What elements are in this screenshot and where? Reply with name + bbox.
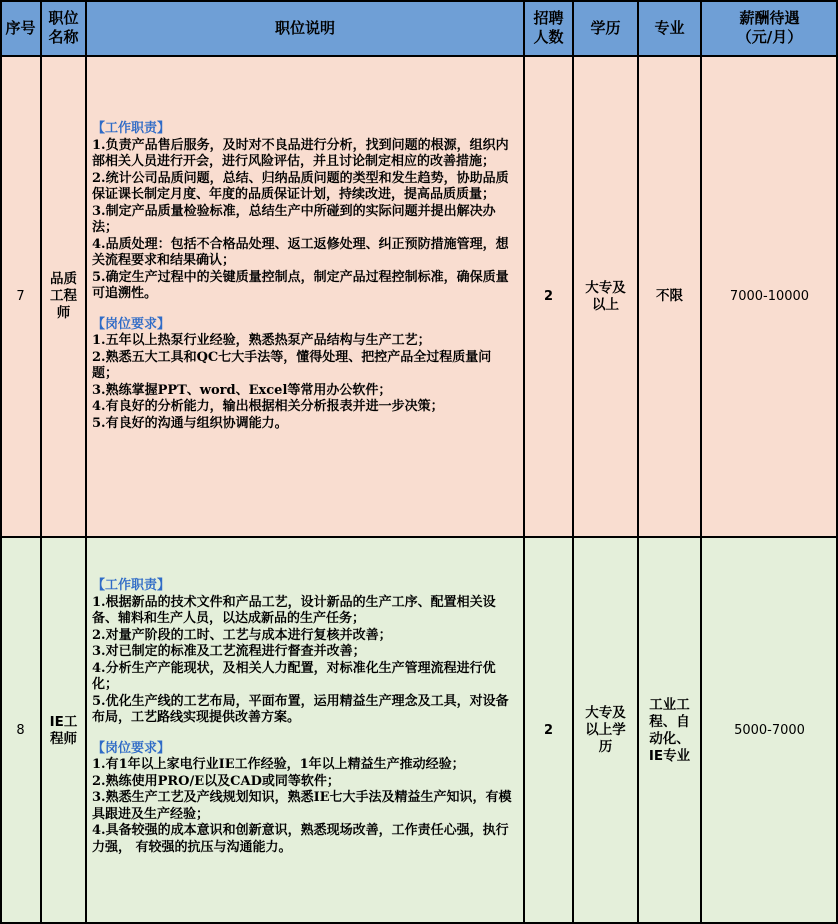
list-item: 3.熟悉生产工艺及产线规划知识，熟悉IE七大手法及精益生产知识，有模具跟进及生产经验； xyxy=(92,790,512,822)
row7-seq: 7 xyxy=(16,289,25,304)
grid-line xyxy=(637,0,639,924)
list-item: 1.负责产品售后服务，及时对不良品进行分析，找到问题的根源，组织内部相关人员进行开会，进行风险评估，并且讨论制定相应的改善措施； xyxy=(92,137,509,169)
list-item: 3.熟练掌握PPT、word、Excel等常用办公软件； xyxy=(92,382,392,398)
list-item: 1.根据新品的技术文件和产品工艺，设计新品的生产工序、配置相关设备、辅料和生产人员，以达成新品的生产任务； xyxy=(92,594,496,626)
row7-count: 2 xyxy=(543,289,554,304)
header-salary: 薪酬待遇 （元/月） xyxy=(701,0,838,56)
list-item: 2.对量产阶段的工时、工艺与成本进行复核并改善； xyxy=(92,627,392,643)
list-item: 2.统计公司品质问题，总结、归纳品质问题的类型和发生趋势，协助品质保证课长制定月度、年度的品质保证计划，持续改进，提高品质质量； xyxy=(92,170,509,202)
list-item: 5.确定生产过程中的关键质量控制点，制定产品过程控制标准，确保质量可追溯性。 xyxy=(92,269,509,301)
grid-line xyxy=(0,0,838,2)
row7-title: 品质 工程 师 xyxy=(50,271,77,321)
list-item: 5.优化生产线的工艺布局，平面布置，运用精益生产理念及工具，对设备布局，工艺路线实现提供改善方案。 xyxy=(92,693,509,725)
grid-line xyxy=(0,55,838,57)
header-education: 学历 xyxy=(573,0,638,56)
header-count: 招聘 人数 xyxy=(524,0,573,56)
header-seq: 序号 xyxy=(0,0,41,56)
header-title: 职位 名称 xyxy=(41,0,86,56)
row8-seq: 8 xyxy=(16,723,25,738)
grid-line xyxy=(0,0,2,924)
grid-line xyxy=(85,0,87,924)
row8-title: IE工 程师 xyxy=(49,713,78,747)
row8-count: 2 xyxy=(543,723,554,738)
list-item: 4.有良好的分析能力，输出根据相关分析报表并进一步决策； xyxy=(92,399,444,414)
grid-line xyxy=(0,536,838,538)
row7-major: 不限 xyxy=(656,288,683,304)
list-item: 4.品质处理：包括不合格品处理、返工返修处理、纠正预防措施管理，想关流程要求和结果确认； xyxy=(92,236,509,268)
row7-duties-heading: 【工作职责】 xyxy=(92,121,171,136)
row7-salary: 7000-10000 xyxy=(729,289,810,304)
grid-line xyxy=(40,0,42,924)
row8-education: 大专及 以上学 历 xyxy=(585,705,626,755)
row8-major: 工业工 程、自 动化、 IE专业 xyxy=(648,696,691,764)
list-item: 1.五年以上热泵行业经验，熟悉热泵产品结构与生产工艺； xyxy=(92,333,431,348)
list-item: 4.具备较强的成本意识和创新意识，熟悉现场改善，工作责任心强，执行力强， 有较强的抗压与沟通能力。 xyxy=(92,823,509,855)
grid-line xyxy=(572,0,574,924)
list-item: 4.分析生产产能现状，及相关人力配置，对标准化生产管理流程进行优化； xyxy=(92,660,496,692)
row8-description xyxy=(86,578,524,856)
grid-line xyxy=(700,0,702,924)
grid-line xyxy=(523,0,525,924)
row7-education: 大专及 以上 xyxy=(585,279,626,313)
row8-duties-heading: 【工作职责】 xyxy=(92,578,171,593)
list-item: 3.制定产品质量检验标准，总结生产中所碰到的实际问题并提出解决办法； xyxy=(92,203,496,235)
row7-requirements-heading: 【岗位要求】 xyxy=(92,316,171,332)
list-item: 5.有良好的沟通与组织协调能力。 xyxy=(92,415,288,431)
row8-requirements-heading: 【岗位要求】 xyxy=(92,740,171,756)
list-item: 2.熟练使用PRO/E以及CAD或同等软件； xyxy=(92,773,340,789)
header-description: 职位说明 xyxy=(86,0,524,56)
row7-description xyxy=(86,121,524,432)
header-major: 专业 xyxy=(638,0,701,56)
row8-salary: 5000-7000 xyxy=(734,723,805,738)
list-item: 2.熟悉五大工具和QC七大手法等，懂得处理、把控产品全过程质量问题； xyxy=(92,349,492,381)
list-item: 3.对已制定的标准及工艺流程进行督查并改善； xyxy=(92,644,366,659)
list-item: 1.有1年以上家电行业IE工作经验，1年以上精益生产推动经验； xyxy=(92,757,465,772)
